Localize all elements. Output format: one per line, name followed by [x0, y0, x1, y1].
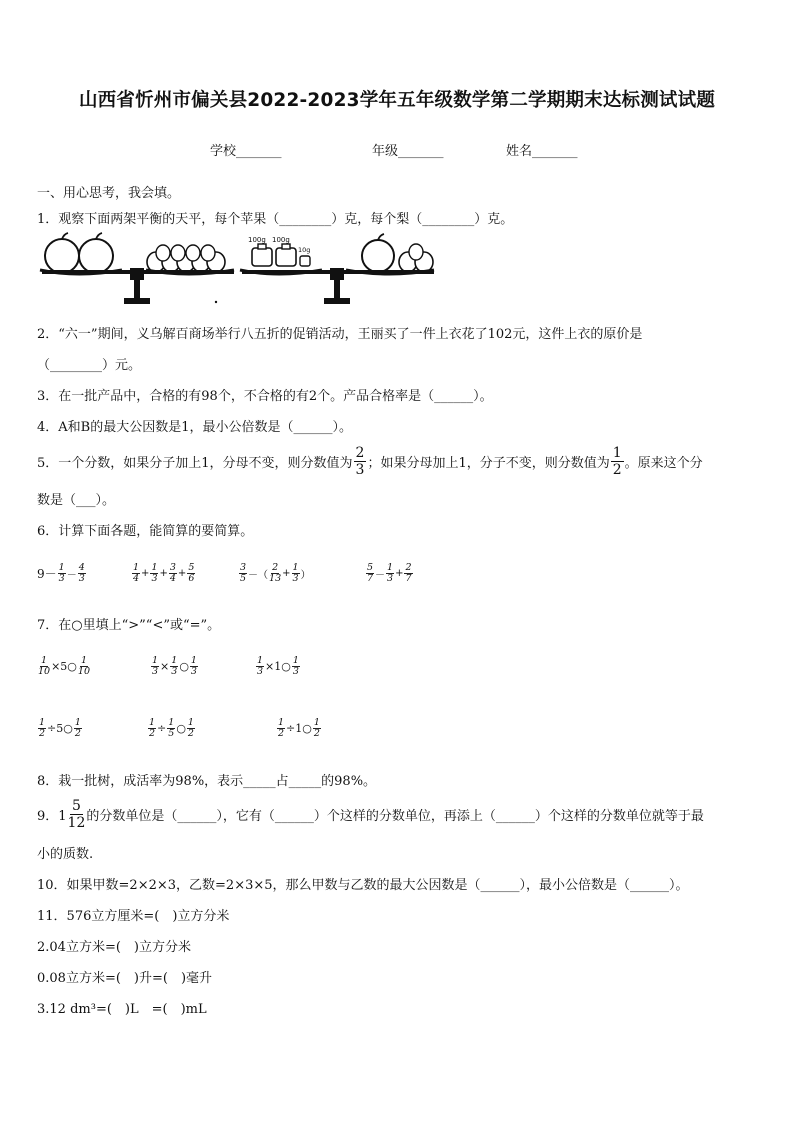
grade-field: 年级_______: [372, 144, 444, 159]
question-11-line-2: 2.04立方米=( )立方分米: [37, 940, 191, 955]
fraction: 1 2: [74, 717, 81, 739]
fraction: 2 13: [269, 562, 282, 584]
fraction: 1 10: [77, 655, 91, 677]
apple-icon: [79, 233, 113, 273]
question-8: 8．栽一批树，成活率为98%，表示_____占_____的98%。: [37, 774, 377, 789]
question-11-line-4: 3.12 dm³=( )L =( )mL: [37, 1002, 207, 1017]
fraction: $\frac{1}{2}$: [278, 717, 285, 739]
fraction: $\frac{1}{3}$: [292, 562, 299, 584]
fraction: $\frac{1}{3}$: [151, 562, 158, 584]
fraction: $\frac{2}{3}$: [355, 445, 365, 478]
pear-icon: [147, 245, 225, 272]
fraction: $\frac{1}{10}$: [38, 655, 51, 677]
fraction: $\frac{1}{2}$: [39, 717, 46, 739]
fraction: 1 2: [313, 717, 320, 739]
fraction: $\frac{3}{4}$: [169, 562, 176, 584]
question-2-line-1: 2．“六一”期间，义乌解百商场举行八五折的促销活动，王丽买了一件上衣花了102元，这件上衣的原价是: [37, 327, 643, 342]
name-field: 姓名_______: [506, 144, 578, 159]
question-10: 10．如果甲数=2×2×3，乙数=2×3×5，那么甲数与乙数的最大公因数是（______），最小公倍数是（______）。: [37, 878, 689, 893]
fraction: 1 2: [187, 717, 194, 739]
calc-expression-2: 1 4 + $\frac{1}{3}$ + $\frac{3}{4}$ + $\frac{5}{6}$: [133, 562, 195, 584]
fraction: 1 3: [387, 562, 394, 584]
compare-expression: $\frac{1}{3}$ × $\frac{1}{3}$ ○ 1 3: [152, 655, 197, 677]
compare-expression: $\frac{1}{10}$ ×5○ 1 10: [38, 655, 91, 677]
fraction: $\frac{5}{12}$: [67, 798, 86, 831]
question-11-line-1: 11．576立方厘米=( )立方分米: [37, 909, 230, 924]
fraction: 1 3: [190, 655, 197, 677]
fraction: 1 3: [292, 655, 299, 677]
fraction: $\frac{1}{3}$: [171, 655, 178, 677]
fraction: $\frac{1}{3}$: [152, 655, 159, 677]
calc-expression-3: 3 5 －（ 2 13 + $\frac{1}{3}$ ）: [240, 562, 311, 584]
weight-label: 100g: [248, 236, 266, 244]
question-9-line-1: 9．1 $\frac{5}{12}$ 的分数单位是（______），它有（______）个这样的分数单位，再添上（______）个这样的分数单位就等于最: [37, 798, 704, 831]
compare-expression: $\frac{1}{2}$ ÷5○ 1 2: [39, 717, 81, 739]
question-5-text-b: ；如果分母加上1，分子不变，则分数值为: [367, 456, 610, 471]
page-title: 山西省忻州市偏关县2022-2023学年五年级数学第二学期期末达标测试试题: [78, 90, 716, 111]
balance-scale-weights: [238, 232, 438, 308]
question-1: 1．观察下面两架平衡的天平，每个苹果（________）克，每个梨（________）克。: [37, 212, 514, 227]
fraction: 4 3: [78, 562, 85, 584]
fraction: $\frac{1}{2}$: [612, 445, 622, 478]
fraction: $\frac{1}{3}$: [257, 655, 264, 677]
fraction: $\frac{2}{7}$: [405, 562, 412, 584]
weight-label: 10g: [298, 246, 311, 254]
section-heading: 一、用心思考，我会填。: [37, 186, 181, 201]
question-9-line-2: 小的质数.: [37, 847, 94, 862]
question-5-text-a: 5．一个分数，如果分子加上1，分母不变，则分数值为: [37, 456, 353, 471]
compare-expression: $\frac{1}{3}$ ×1○ 1 3: [257, 655, 299, 677]
calc-expression-4: 5 7 － 1 3 + $\frac{2}{7}$: [367, 562, 412, 584]
apple-icon: [362, 234, 394, 272]
pear-icon: [399, 244, 433, 272]
question-7: 7．在○里填上“>”“<”或“=”。: [37, 618, 221, 633]
fraction: $\frac{1}{5}$: [168, 717, 175, 739]
question-4: 4．A和B的最大公因数是1，最小公倍数是（______）。: [37, 420, 352, 435]
balance-scale-apples-pears: [38, 232, 238, 308]
weight-label: 100g: [272, 236, 290, 244]
school-field: 学校_______: [210, 144, 282, 159]
question-6: 6．计算下面各题，能简算的要简算。: [37, 524, 254, 539]
compare-expression: $\frac{1}{2}$ ÷ $\frac{1}{5}$ ○ 1 2: [149, 717, 194, 739]
question-3: 3．在一批产品中，合格的有98个，不合格的有2个。产品合格率是（______）。: [37, 389, 493, 404]
question-5-line-1: [37, 446, 703, 477]
apple-icon: [45, 233, 79, 273]
question-2-line-2: （________）元。: [37, 358, 142, 373]
fraction: 3 5: [240, 562, 247, 584]
question-5-line-2: 数是（___）。: [37, 493, 116, 508]
question-11-line-3: 0.08立方米=( )升=( )毫升: [37, 971, 213, 986]
fraction: $\frac{5}{6}$: [188, 562, 195, 584]
question-5-text-c: 。原来这个分: [624, 456, 703, 471]
compare-expression: $\frac{1}{2}$ ÷1○ 1 2: [278, 717, 320, 739]
calc-expression-1: 9－ 1 3 － 4 3: [37, 562, 85, 584]
fraction: $\frac{1}{2}$: [149, 717, 156, 739]
fraction: 5 7: [367, 562, 374, 584]
fraction: 1 3: [58, 562, 65, 584]
fraction: 1 4: [133, 562, 140, 584]
